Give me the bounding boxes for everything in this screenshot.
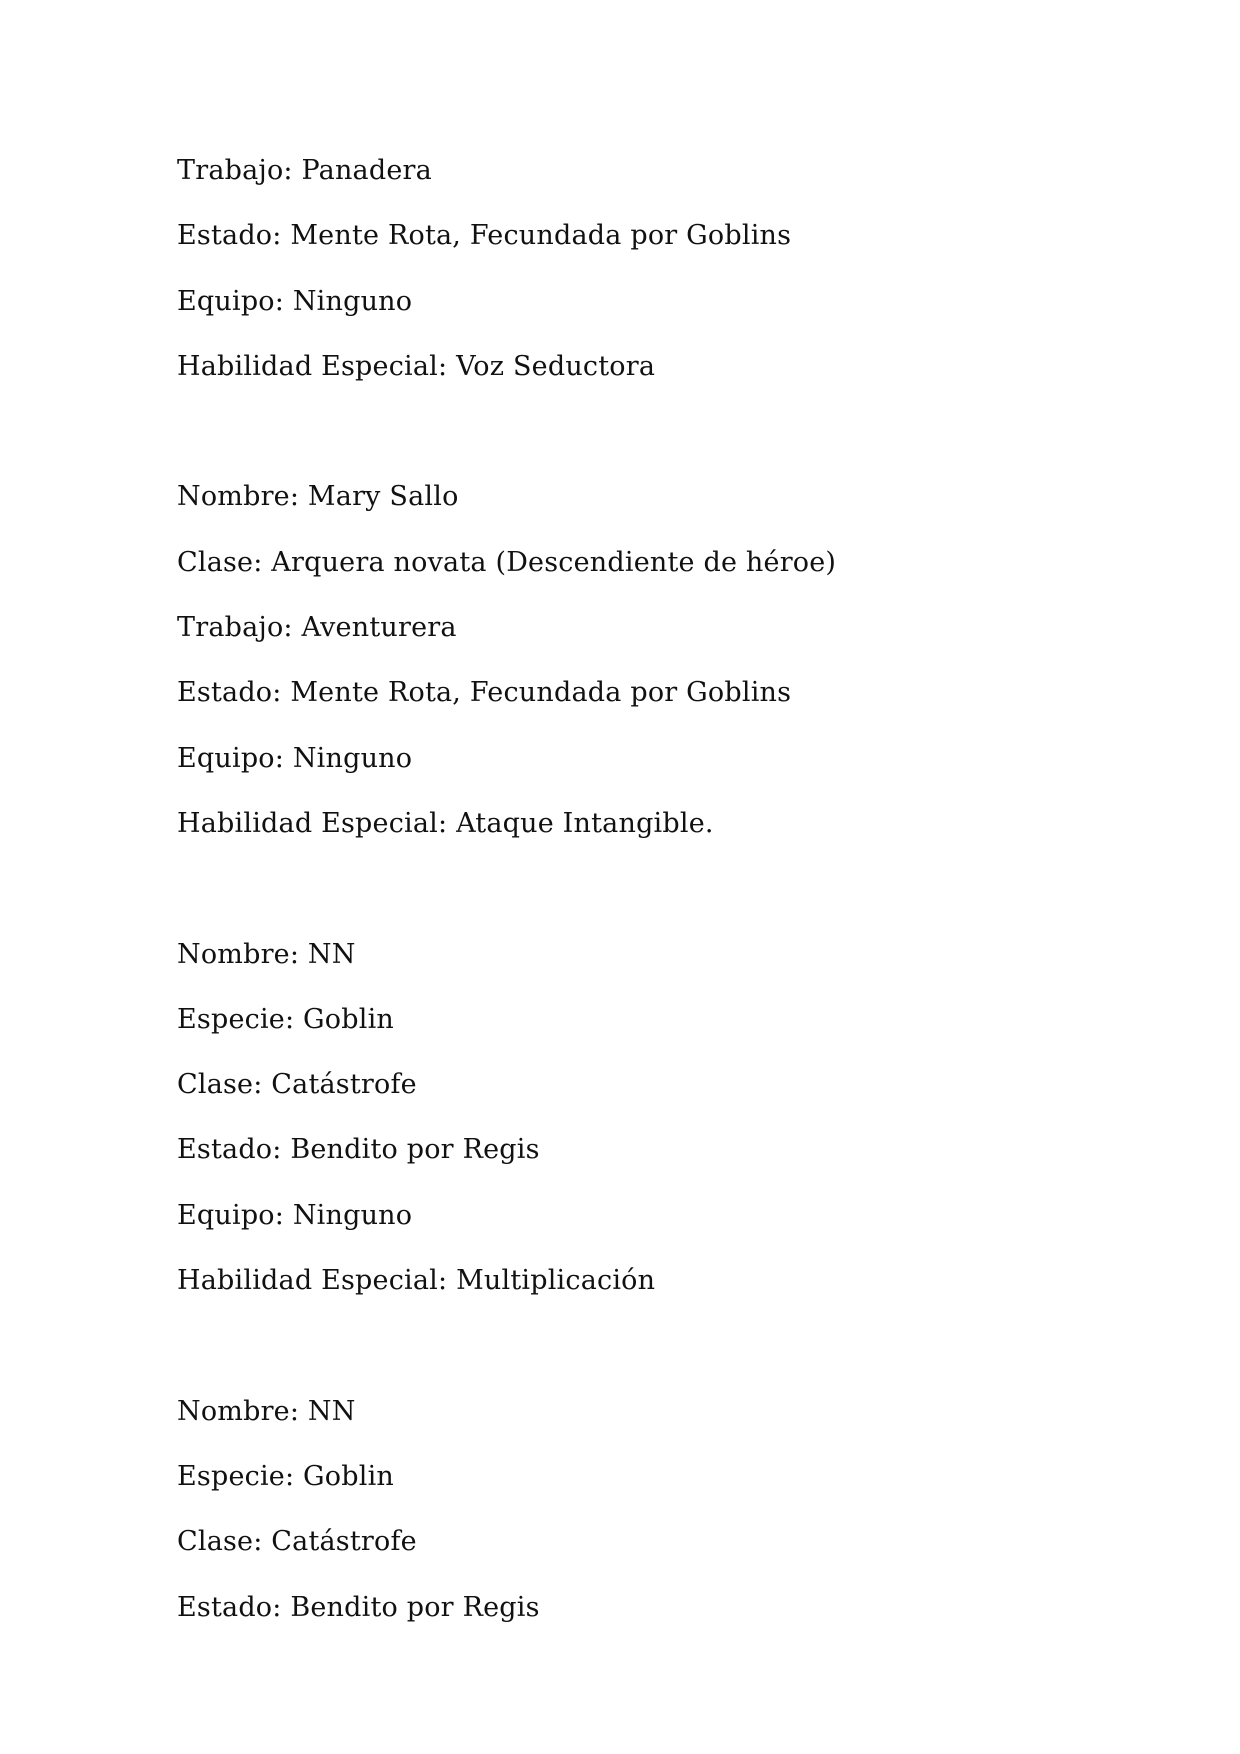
text-line: Estado: Bendito por Regis [177, 1591, 540, 1623]
text-line: Clase: Catástrofe [177, 1526, 417, 1558]
text-line: Equipo: Ninguno [177, 285, 413, 317]
text-line: Trabajo: Panadera [177, 155, 432, 186]
text-line: Estado: Mente Rota, Fecundada por Goblins [177, 677, 792, 709]
text-line: Nombre: NN [177, 1395, 356, 1427]
text-line: Clase: Arquera novata (Descendiente de héroe) [177, 546, 837, 578]
paragraph-gap [177, 856, 1157, 921]
text-line: Clase: Catástrofe [177, 1069, 417, 1101]
text-line: Habilidad Especial: Multiplicación [177, 1265, 656, 1297]
text-line: Equipo: Ninguno [177, 1199, 413, 1231]
text-line: Estado: Bendito por Regis [177, 1134, 540, 1166]
paragraph-gap [177, 1313, 1157, 1378]
text-line: Especie: Goblin [177, 1003, 395, 1035]
text-line: Nombre: Mary Sallo [177, 481, 459, 513]
text-line: Habilidad Especial: Ataque Intangible. [177, 807, 714, 839]
text-line: Especie: Goblin [177, 1460, 395, 1492]
text-line: Trabajo: Aventurera [177, 612, 457, 644]
text-line: Equipo: Ninguno [177, 742, 413, 774]
text-line: Nombre: NN [177, 938, 356, 970]
document-body [177, 138, 1157, 1640]
text-line: Estado: Mente Rota, Fecundada por Goblins [177, 220, 792, 252]
paragraph-gap [177, 399, 1157, 464]
text-line: Habilidad Especial: Voz Seductora [177, 350, 656, 382]
